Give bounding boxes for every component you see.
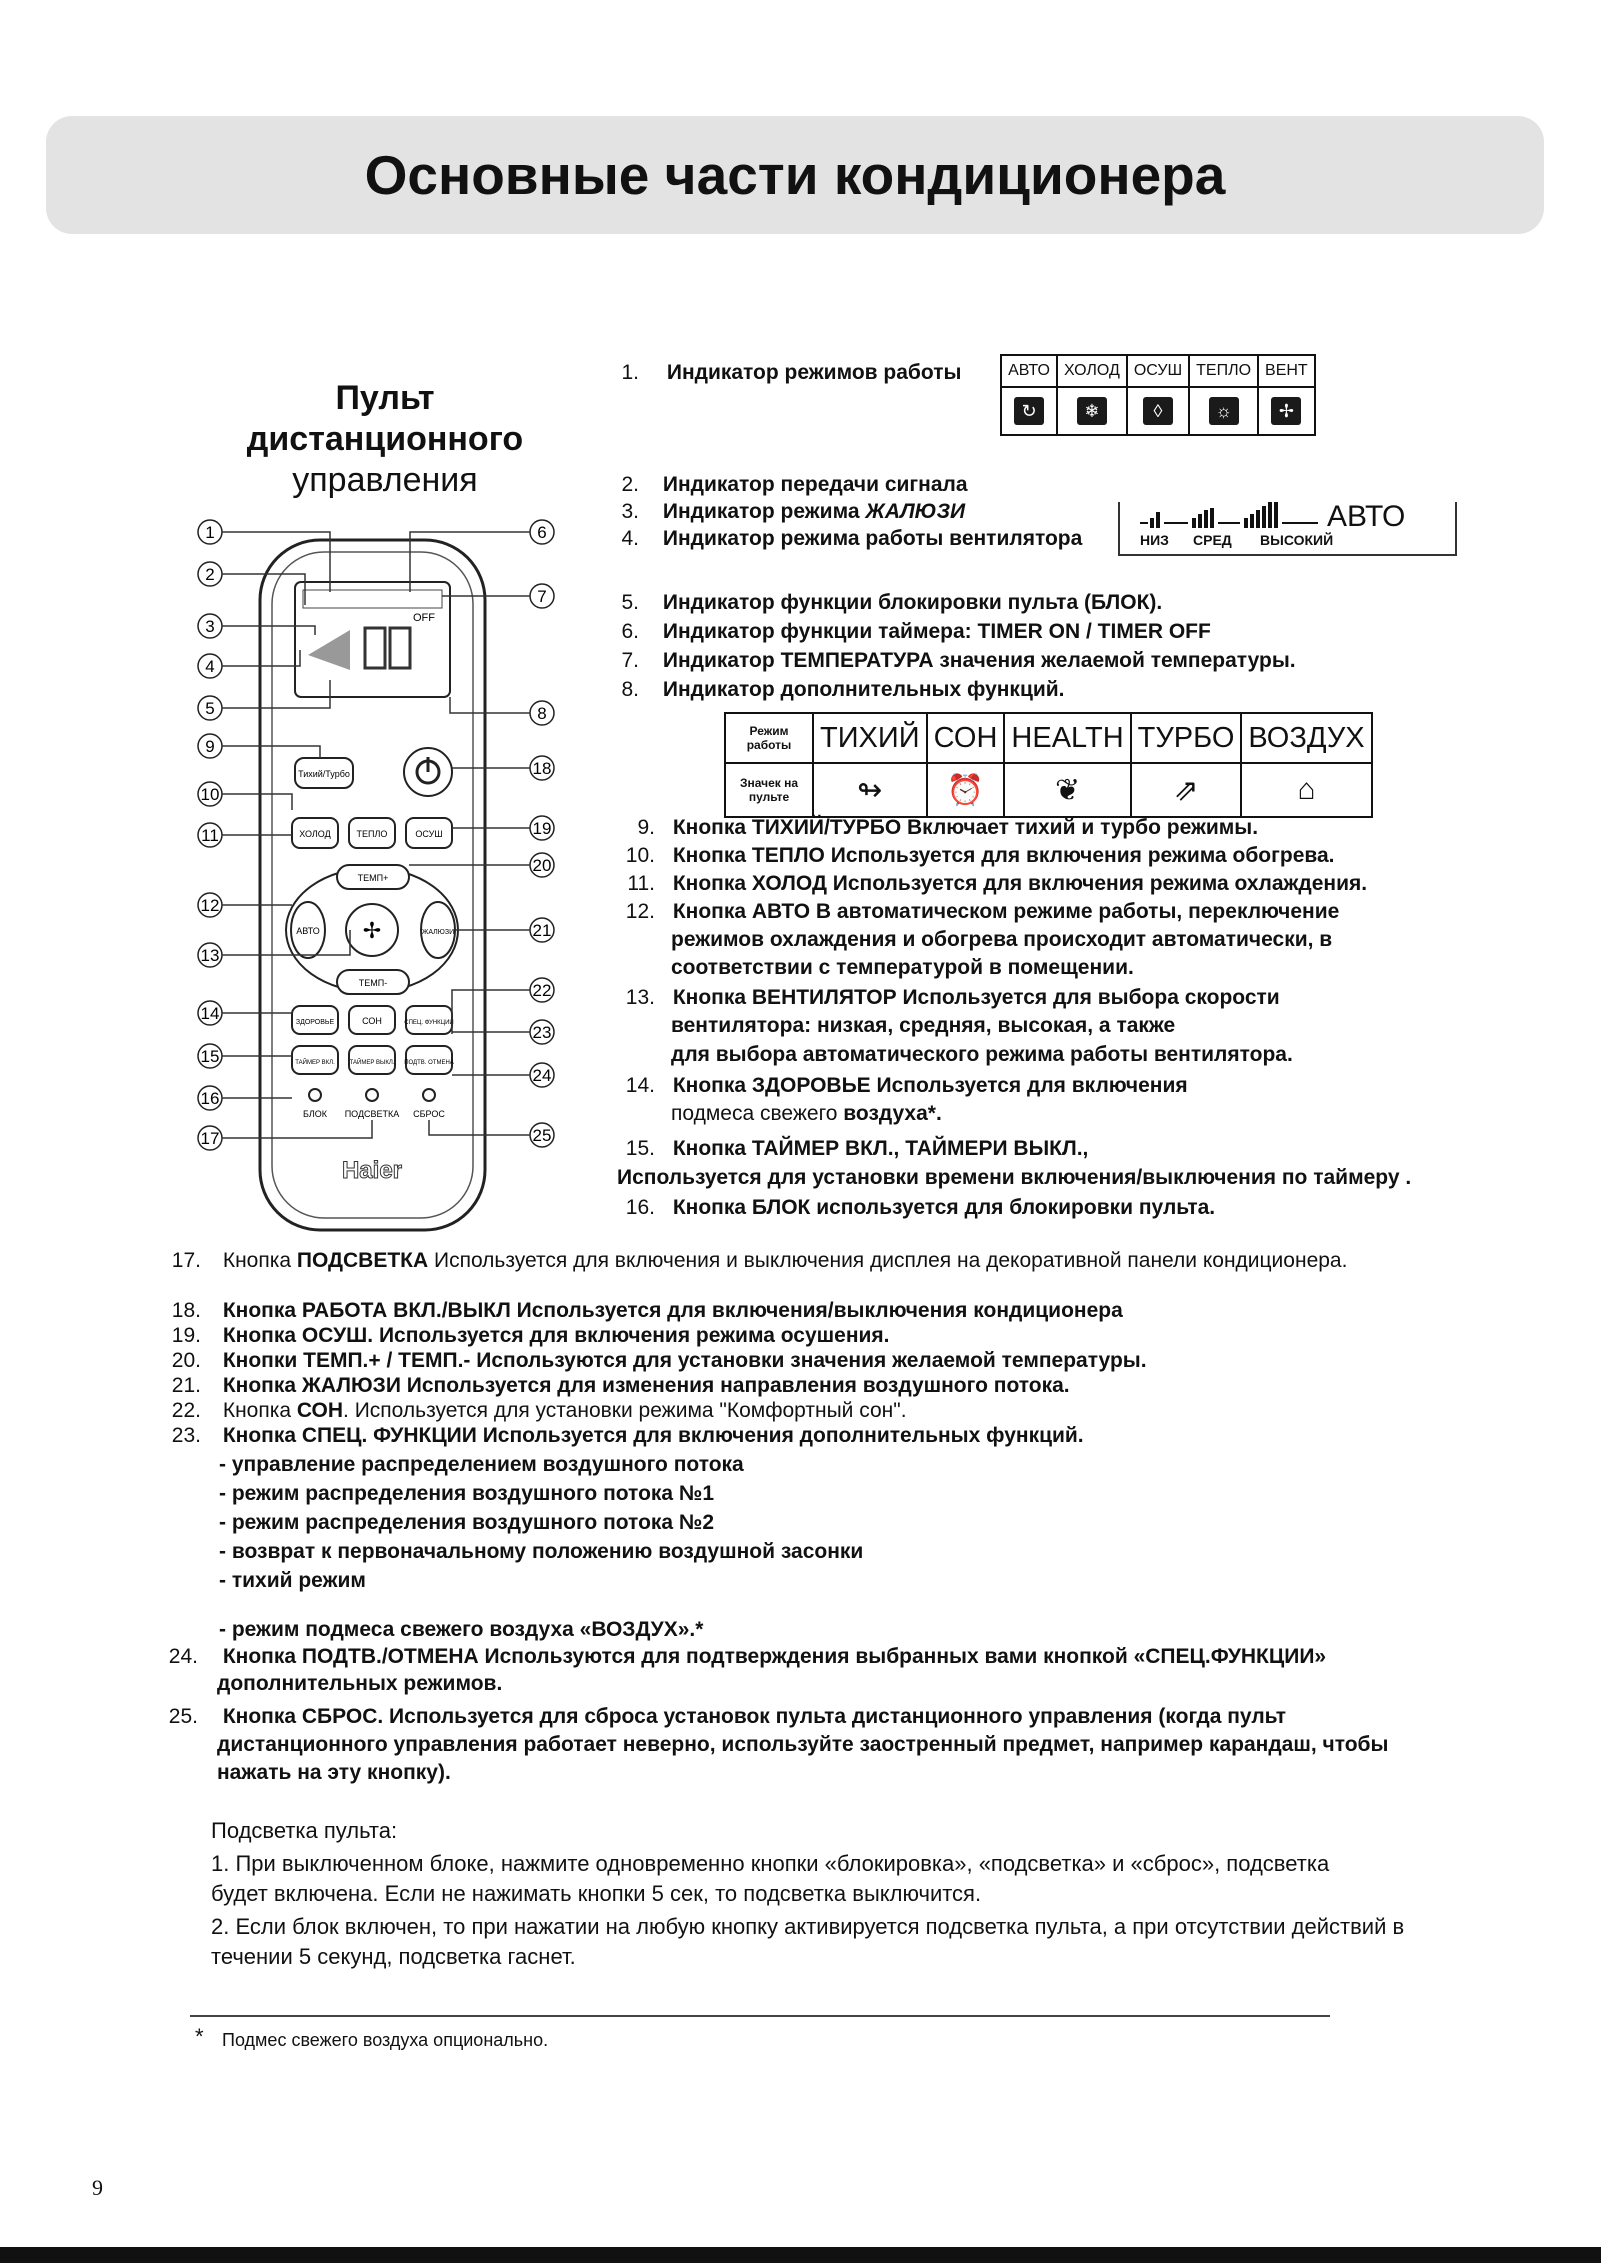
item-23-sub-3: - режим распределения воздушного потока №2 [219, 1511, 715, 1534]
fan-sred-label: СРЕД [1193, 532, 1232, 548]
item-9: 9. Кнопка ТИХИЙ/ТУРБО Включает тихий и турбо режимы. [637, 816, 1259, 839]
svg-text:12: 12 [200, 896, 220, 915]
title-banner [46, 116, 1544, 234]
svg-text:10: 10 [200, 785, 220, 804]
svg-text:ХОЛОД: ХОЛОД [299, 829, 331, 839]
footnote-divider [190, 2015, 1330, 2017]
podsvetka-button [366, 1089, 378, 1101]
extra-header-mode: Режим работы [725, 713, 813, 763]
svg-text:ЗДОРОВЬЕ: ЗДОРОВЬЕ [295, 1019, 335, 1026]
svg-text:5: 5 [205, 699, 215, 718]
item-2: 2. Индикатор передачи сигнала [621, 473, 968, 496]
svg-text:7: 7 [537, 587, 547, 606]
item-23-sub-6: - режим подмеса свежего воздуха «ВОЗДУХ».* [219, 1618, 704, 1641]
svg-text:25: 25 [532, 1126, 552, 1145]
svg-text:2: 2 [205, 565, 215, 584]
svg-text:СПЕЦ. ФУНКЦИИ: СПЕЦ. ФУНКЦИИ [404, 1020, 454, 1026]
brand-logo: Haier [341, 1157, 403, 1184]
remote-illustration [180, 510, 580, 1240]
page-number: 9 [92, 2175, 103, 2200]
quiet-icon: ↬ [813, 763, 927, 817]
remote-display [295, 582, 450, 697]
svg-text:ЖАЛЮЗИ: ЖАЛЮЗИ [421, 929, 455, 936]
remote-title-line2: дистанционного [246, 420, 524, 458]
display-off-label: OFF [413, 612, 435, 624]
svg-text:20: 20 [532, 856, 552, 875]
item-23-sub-2: - режим распределения воздушного потока №1 [219, 1482, 715, 1505]
svg-text:ТЕМП+: ТЕМП+ [357, 873, 389, 883]
item-13-line2: вентилятора: низкая, средняя, высокая, а также [671, 1014, 1176, 1037]
item-23-sub-1: - управление распределением воздушного потока [219, 1453, 744, 1476]
item-10: 10. Кнопка ТЕПЛО Используется для включения режима обогрева. [625, 844, 1335, 867]
item-16: 16. Кнопка БЛОК используется для блокировки пульта. [625, 1196, 1216, 1219]
callouts-left [198, 520, 222, 1150]
blok-button [309, 1089, 321, 1101]
svg-text:3: 3 [205, 617, 215, 636]
svg-text:11: 11 [201, 826, 219, 845]
extra-functions-table [724, 712, 1373, 818]
sleep-icon: ⏰ [927, 763, 1005, 817]
item-22: 22. Кнопка СОН. Используется для установки режима "Комфортный сон". [171, 1399, 907, 1422]
svg-text:16: 16 [200, 1089, 220, 1108]
svg-text:БЛОК: БЛОК [302, 1109, 328, 1119]
svg-text:1: 1 [205, 523, 215, 542]
health-leaf-icon: ❦ [1004, 763, 1130, 817]
svg-text:ПОДТВ. ОТМЕНА: ПОДТВ. ОТМЕНА [404, 1060, 454, 1066]
svg-text:ТАЙМЕР ВКЛ.: ТАЙМЕР ВКЛ. [295, 1060, 335, 1066]
svg-text:14: 14 [200, 1004, 220, 1023]
callouts-right [530, 520, 554, 1147]
item-23-sub-4: - возврат к первоначальному положению воздушной засонки [219, 1540, 864, 1563]
drop-icon: ◊ [1143, 397, 1173, 425]
svg-text:ТЕМП-: ТЕМП- [358, 978, 388, 988]
remote-title-line3: управления [292, 461, 478, 499]
extra-label: СОН [927, 713, 1005, 763]
item-11: 11. Кнопка ХОЛОД Используется для включения режима охлаждения. [627, 872, 1368, 895]
svg-text:24: 24 [532, 1066, 552, 1085]
remote-title [175, 378, 595, 501]
item-12: 12. Кнопка АВТО В автоматическом режиме работы, переключение [625, 900, 1340, 923]
backlight-p2-line1: 2. Если блок включен, то при нажатии на любую кнопку активируется подсветка пульта, а при отсутствии действий в [211, 1914, 1405, 1939]
item-14-line2: подмеса свежего воздуха*. [671, 1102, 942, 1125]
svg-text:13: 13 [200, 946, 220, 965]
item-14: 14. Кнопка ЗДОРОВЬЕ Используется для включения [625, 1074, 1188, 1097]
item-19: 19. Кнопка ОСУШ. Используется для включения режима осушения. [171, 1324, 890, 1347]
auto-icon: ↻ [1014, 397, 1044, 425]
svg-text:6: 6 [537, 523, 547, 542]
tihiy-turbo-label: Тихий/Турбо [298, 769, 350, 779]
item-23-sub-5: - тихий режим [219, 1569, 366, 1592]
air-house-icon: ⌂ [1241, 763, 1371, 817]
svg-text:18: 18 [532, 759, 552, 778]
item-12-line2: режимов охлаждения и обогрева происходит автоматически, в [671, 928, 1333, 951]
item-5: 5. Индикатор функции блокировки пульта (БЛОК). [621, 591, 1163, 614]
backlight-p2-line2: течении 5 секунд, подсветка гаснет. [211, 1944, 576, 1969]
mode-label: ОСУШ [1127, 355, 1189, 387]
item-23: 23. Кнопка СПЕЦ. ФУНКЦИИ Используется для включения дополнительных функций. [171, 1424, 1084, 1447]
extra-header-icon: Значек на пульте [725, 763, 813, 817]
svg-text:19: 19 [532, 819, 552, 838]
mode-label: ХОЛОД [1057, 355, 1127, 387]
backlight-heading: Подсветка пульта: [211, 1818, 398, 1843]
item-18: 18. Кнопка РАБОТА ВКЛ./ВЫКЛ Используется для включения/выключения кондиционера [171, 1299, 1123, 1322]
svg-text:21: 21 [532, 921, 552, 940]
extra-label: ТУРБО [1131, 713, 1242, 763]
mode-label: АВТО [1001, 355, 1057, 387]
footnote-star: * [195, 2024, 204, 2049]
item-6: 6. Индикатор функции таймера: TIMER ON / TIMER OFF [621, 620, 1211, 643]
remote-title-line1: Пульт [335, 379, 435, 417]
fan-icon: ✢ [362, 919, 382, 944]
item-25-line3: нажать на эту кнопку). [217, 1761, 451, 1784]
extra-label: ТИХИЙ [813, 713, 927, 763]
fan-niz-label: НИЗ [1140, 532, 1169, 548]
svg-text:9: 9 [205, 737, 215, 756]
turbo-icon: ⇗ [1131, 763, 1242, 817]
item-13-line3: для выбора автоматического режима работы вентилятора. [671, 1043, 1293, 1066]
extra-label: HEALTH [1004, 713, 1130, 763]
item-20: 20. Кнопки ТЕМП.+ / ТЕМП.- Используются для установки значения желаемой температуры. [171, 1349, 1147, 1372]
svg-text:СОН: СОН [362, 1016, 382, 1026]
svg-text:4: 4 [205, 657, 215, 676]
modes-table [1000, 354, 1316, 436]
fan-speed-indicator [1118, 502, 1457, 556]
item-15: 15. Кнопка ТАЙМЕР ВКЛ., ТАЙМЕРИ ВЫКЛ., [625, 1137, 1089, 1160]
item-3: 3. Индикатор режима ЖАЛЮЗИ [621, 500, 966, 523]
mode-label: ВЕНТ [1258, 355, 1315, 387]
item-13: 13. Кнопка ВЕНТИЛЯТОР Используется для выбора скорости [625, 986, 1280, 1009]
svg-text:ТАЙМЕР ВЫКЛ.: ТАЙМЕР ВЫКЛ. [349, 1060, 395, 1066]
mode-label: ТЕПЛО [1189, 355, 1258, 387]
item-17: 17. Кнопка ПОДСВЕТКА Используется для включения и выключения дисплея на декоративной панели кондиционера. [171, 1249, 1348, 1272]
svg-text:АВТО: АВТО [296, 926, 320, 936]
svg-text:8: 8 [537, 704, 547, 723]
fan-avto-label: АВТО [1327, 500, 1406, 533]
sun-icon: ☼ [1209, 397, 1239, 425]
page-title: Основные части кондиционера [364, 144, 1226, 206]
svg-text:15: 15 [200, 1047, 220, 1066]
backlight-p1-line1: 1. При выключенном блоке, нажмите одновременно кнопки «блокировка», «подсветка» и «сброс», подсветка [211, 1851, 1330, 1876]
item-8: 8. Индикатор дополнительных функций. [621, 678, 1065, 701]
extra-label: ВОЗДУХ [1241, 713, 1371, 763]
svg-text:СБРОС: СБРОС [413, 1109, 445, 1119]
item-24: 24. Кнопка ПОДТВ./ОТМЕНА Используются для подтверждения выбранных вами кнопкой «СПЕЦ.ФУНКЦИИ» [168, 1645, 1327, 1668]
item-1: 1. Индикатор режимов работы [621, 361, 962, 384]
item-25: 25. Кнопка СБРОС. Используется для сброса установок пульта дистанционного управления (когда пульт [168, 1705, 1287, 1728]
fan-icon: ✢ [1271, 397, 1301, 425]
bottom-border [0, 2247, 1601, 2263]
item-7: 7. Индикатор ТЕМПЕРАТУРА значения желаемой температуры. [621, 649, 1296, 672]
fan-vys-label: ВЫСОКИЙ [1260, 532, 1334, 548]
svg-text:ПОДСВЕТКА: ПОДСВЕТКА [344, 1109, 400, 1119]
snowflake-icon: ❄ [1077, 397, 1107, 425]
item-21: 21. Кнопка ЖАЛЮЗИ Используется для изменения направления воздушного потока. [171, 1374, 1070, 1397]
item-15-line2: Используется для установки времени включения/выключения по таймеру . [617, 1166, 1412, 1189]
item-24-line2: дополнительных режимов. [217, 1672, 503, 1695]
footnote-text: Подмес свежего воздуха опционально. [222, 2030, 549, 2050]
item-4: 4. Индикатор режима работы вентилятора [621, 527, 1083, 550]
sbros-button [423, 1089, 435, 1101]
svg-text:ТЕПЛО: ТЕПЛО [356, 829, 388, 839]
svg-text:17: 17 [200, 1129, 220, 1148]
svg-text:ОСУШ: ОСУШ [415, 829, 443, 839]
backlight-p1-line2: будет включена. Если не нажимать кнопки 5 сек, то подсветка выключится. [211, 1881, 982, 1906]
svg-text:23: 23 [532, 1023, 552, 1042]
item-25-line2: дистанционного управления работает неверно, используйте заостренный предмет, например карандаш, чтобы [217, 1733, 1389, 1756]
svg-text:22: 22 [532, 981, 552, 1000]
item-12-line3: соответствии с температурой в помещении. [671, 956, 1134, 979]
